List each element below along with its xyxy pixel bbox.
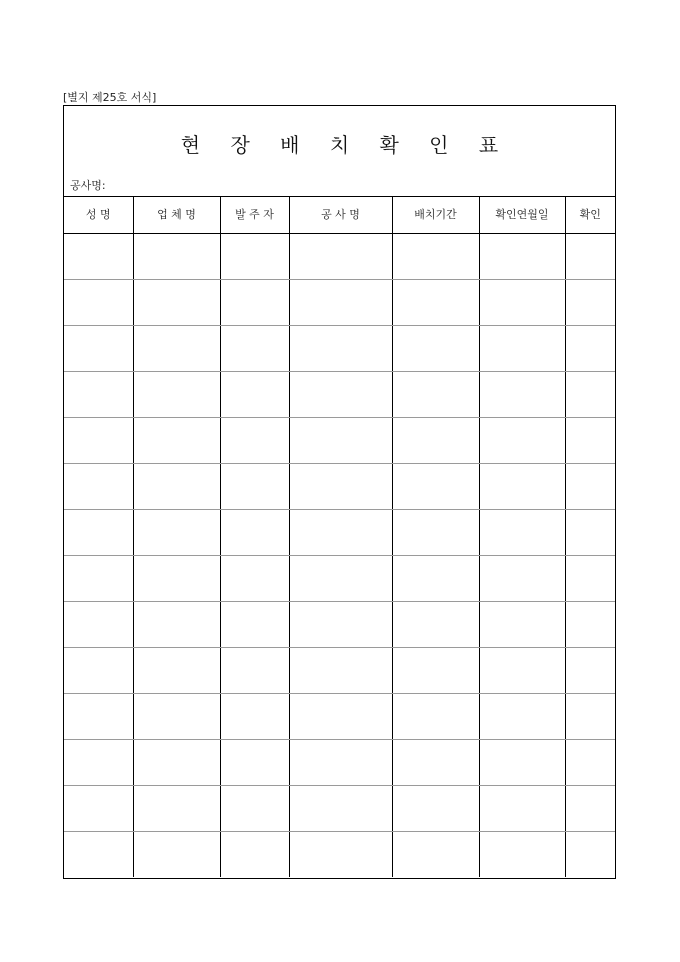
table-cell[interactable] [565, 831, 615, 877]
table-cell[interactable] [289, 371, 392, 417]
table-row [64, 417, 615, 463]
table-cell[interactable] [64, 371, 133, 417]
form-frame [63, 105, 616, 879]
table-cell[interactable] [289, 693, 392, 739]
table-cell[interactable] [64, 325, 133, 371]
table-cell[interactable] [220, 647, 289, 693]
table-cell[interactable] [289, 509, 392, 555]
table-cell[interactable] [392, 463, 479, 509]
table-cell[interactable] [565, 325, 615, 371]
table-cell[interactable] [289, 463, 392, 509]
table-cell[interactable] [64, 831, 133, 877]
table-cell[interactable] [392, 555, 479, 601]
table-cell[interactable] [133, 739, 220, 785]
table-cell[interactable] [220, 739, 289, 785]
table-cell[interactable] [220, 509, 289, 555]
table-row [64, 785, 615, 831]
table-cell[interactable] [133, 233, 220, 279]
header-period: 배치기간 [392, 196, 479, 233]
confirmation-table [64, 196, 615, 877]
table-cell[interactable] [479, 693, 565, 739]
table-row [64, 371, 615, 417]
table-cell[interactable] [220, 417, 289, 463]
table-cell[interactable] [479, 417, 565, 463]
table-cell[interactable] [392, 739, 479, 785]
table-row [64, 555, 615, 601]
table-cell[interactable] [392, 371, 479, 417]
table-cell[interactable] [64, 555, 133, 601]
table-cell[interactable] [133, 693, 220, 739]
table-cell[interactable] [565, 233, 615, 279]
table-cell[interactable] [565, 371, 615, 417]
table-row [64, 233, 615, 279]
table-cell[interactable] [133, 371, 220, 417]
table-cell[interactable] [289, 555, 392, 601]
table-cell[interactable] [565, 417, 615, 463]
table-cell[interactable] [133, 279, 220, 325]
table-cell[interactable] [392, 279, 479, 325]
table-cell[interactable] [220, 785, 289, 831]
table-cell[interactable] [479, 279, 565, 325]
table-row [64, 831, 615, 877]
table-row [64, 325, 615, 371]
table-row [64, 463, 615, 509]
table-cell[interactable] [479, 463, 565, 509]
table-cell[interactable] [220, 831, 289, 877]
header-confirm: 확인 [565, 196, 615, 233]
table-cell[interactable] [289, 647, 392, 693]
table-cell[interactable] [64, 601, 133, 647]
table-cell[interactable] [289, 831, 392, 877]
form-label: [별지 제25호 서식] [63, 91, 157, 104]
table-cell[interactable] [565, 601, 615, 647]
document-title: 현 장 배 치 확 인 표 [180, 133, 511, 157]
table-cell[interactable] [289, 785, 392, 831]
table-body [64, 233, 615, 877]
table-cell[interactable] [565, 647, 615, 693]
table-cell[interactable] [392, 417, 479, 463]
table-cell[interactable] [220, 693, 289, 739]
header-client: 발 주 자 [220, 196, 289, 233]
table-cell[interactable] [565, 739, 615, 785]
table-cell[interactable] [133, 831, 220, 877]
table-cell[interactable] [479, 233, 565, 279]
table-cell[interactable] [289, 279, 392, 325]
table-cell[interactable] [479, 739, 565, 785]
table-cell[interactable] [392, 233, 479, 279]
table-cell[interactable] [565, 693, 615, 739]
table-cell[interactable] [289, 739, 392, 785]
table-cell[interactable] [479, 647, 565, 693]
table-cell[interactable] [64, 417, 133, 463]
table-cell[interactable] [220, 371, 289, 417]
table-row [64, 279, 615, 325]
table-cell[interactable] [392, 647, 479, 693]
table-cell[interactable] [479, 509, 565, 555]
table-cell[interactable] [133, 601, 220, 647]
header-company: 업 체 명 [133, 196, 220, 233]
title-area [64, 106, 615, 197]
table-row [64, 647, 615, 693]
table-row [64, 693, 615, 739]
table-cell[interactable] [133, 647, 220, 693]
table-cell[interactable] [64, 233, 133, 279]
table-cell[interactable] [64, 279, 133, 325]
table-cell[interactable] [565, 463, 615, 509]
table-cell[interactable] [64, 785, 133, 831]
table-cell[interactable] [392, 509, 479, 555]
table-row [64, 509, 615, 555]
table-cell[interactable] [220, 555, 289, 601]
table-cell[interactable] [479, 601, 565, 647]
table-cell[interactable] [64, 693, 133, 739]
table-cell[interactable] [64, 509, 133, 555]
table-row [64, 601, 615, 647]
table-cell[interactable] [392, 325, 479, 371]
table-cell[interactable] [565, 509, 615, 555]
table-cell[interactable] [289, 325, 392, 371]
table-cell[interactable] [479, 371, 565, 417]
table-header-row [64, 196, 615, 233]
table-cell[interactable] [479, 555, 565, 601]
table-cell[interactable] [479, 831, 565, 877]
table-cell[interactable] [392, 693, 479, 739]
table-cell[interactable] [289, 417, 392, 463]
header-name: 성 명 [64, 196, 133, 233]
table-cell[interactable] [133, 555, 220, 601]
table-cell[interactable] [220, 279, 289, 325]
table-cell[interactable] [220, 463, 289, 509]
table-cell[interactable] [479, 785, 565, 831]
table-cell[interactable] [392, 601, 479, 647]
table-cell[interactable] [289, 601, 392, 647]
table-cell[interactable] [220, 233, 289, 279]
table-row [64, 739, 615, 785]
header-project: 공 사 명 [289, 196, 392, 233]
table-cell[interactable] [220, 601, 289, 647]
table-cell[interactable] [392, 785, 479, 831]
table-cell[interactable] [220, 325, 289, 371]
table-cell[interactable] [479, 325, 565, 371]
table-cell[interactable] [133, 325, 220, 371]
table-cell[interactable] [565, 279, 615, 325]
table-cell[interactable] [289, 233, 392, 279]
table-cell[interactable] [565, 555, 615, 601]
table-cell[interactable] [133, 463, 220, 509]
project-name-label: 공사명: [70, 179, 106, 192]
header-confirm-date: 확인연월일 [479, 196, 565, 233]
table-cell[interactable] [64, 739, 133, 785]
table-cell[interactable] [565, 785, 615, 831]
table-cell[interactable] [133, 417, 220, 463]
table-cell[interactable] [64, 647, 133, 693]
table-cell[interactable] [392, 831, 479, 877]
table-cell[interactable] [133, 785, 220, 831]
table-cell[interactable] [133, 509, 220, 555]
table-cell[interactable] [64, 463, 133, 509]
